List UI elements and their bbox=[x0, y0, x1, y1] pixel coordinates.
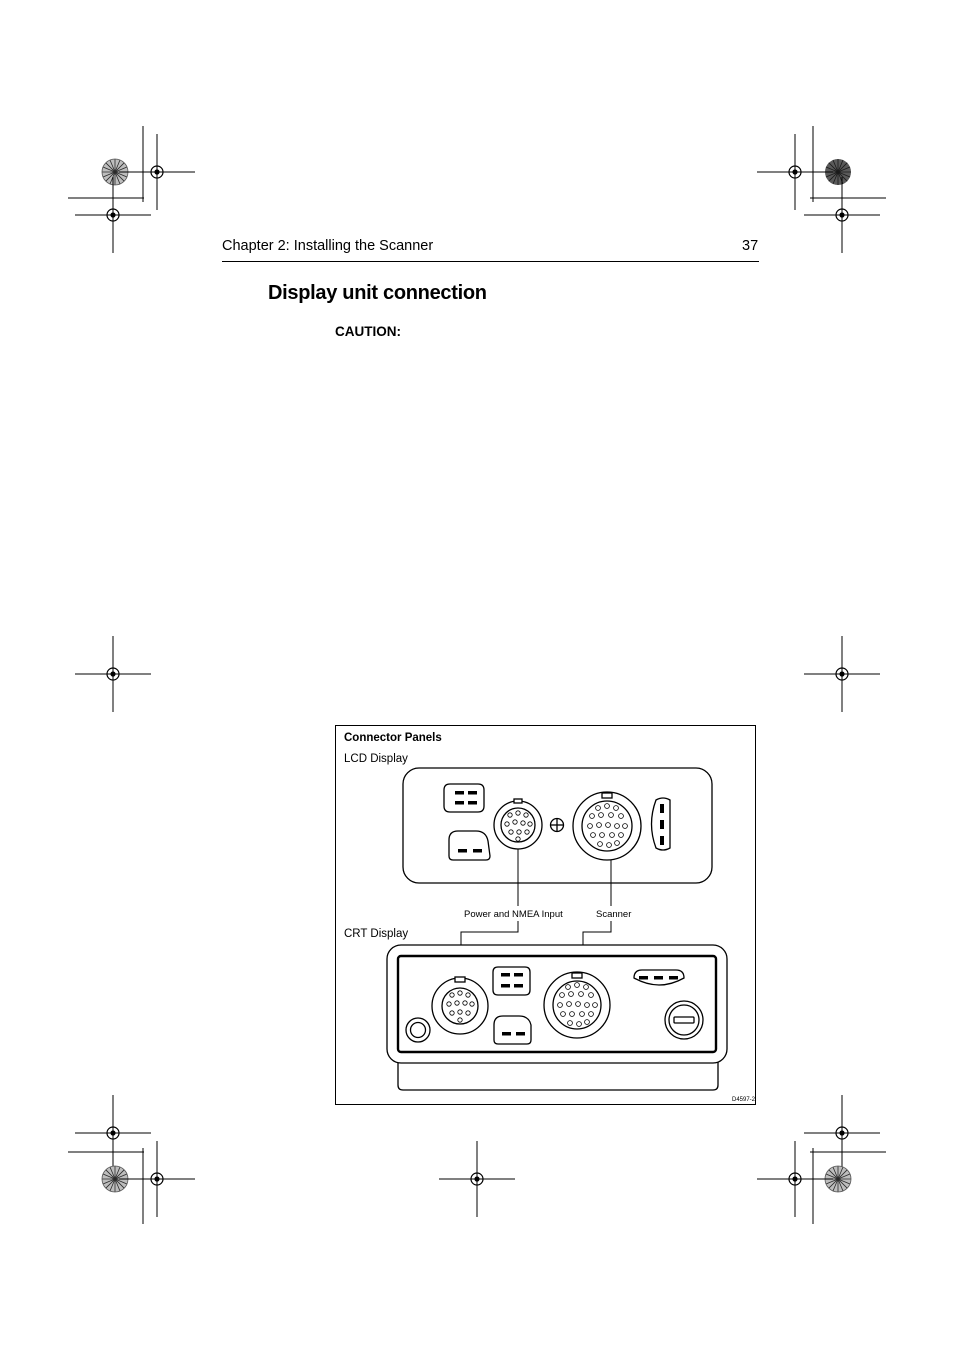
scanner-label: Scanner bbox=[596, 909, 632, 920]
running-header-chapter: Chapter 2: Installing the Scanner bbox=[222, 238, 434, 254]
header-rule bbox=[222, 261, 759, 262]
registration-mark-icon bbox=[757, 134, 833, 210]
figure-title: Connector Panels bbox=[344, 732, 442, 744]
registration-mark-icon bbox=[75, 1095, 151, 1171]
crt-display-label: CRT Display bbox=[344, 928, 409, 940]
registration-mark-icon bbox=[75, 636, 151, 712]
registration-mark-icon bbox=[804, 1095, 880, 1171]
registration-mark-icon bbox=[804, 177, 880, 253]
lcd-display-label: LCD Display bbox=[344, 753, 408, 765]
section-title: Display unit connection bbox=[268, 282, 487, 304]
registration-mark-icon bbox=[439, 1141, 515, 1217]
figure-id: D4597-2 bbox=[732, 1097, 756, 1103]
registration-mark-icon bbox=[804, 636, 880, 712]
power-nmea-input-label: Power and NMEA Input bbox=[464, 909, 563, 920]
page-number: 37 bbox=[742, 238, 759, 254]
caution-label: CAUTION: bbox=[335, 324, 401, 339]
registration-mark-icon bbox=[75, 177, 151, 253]
registration-mark-icon bbox=[119, 134, 195, 210]
